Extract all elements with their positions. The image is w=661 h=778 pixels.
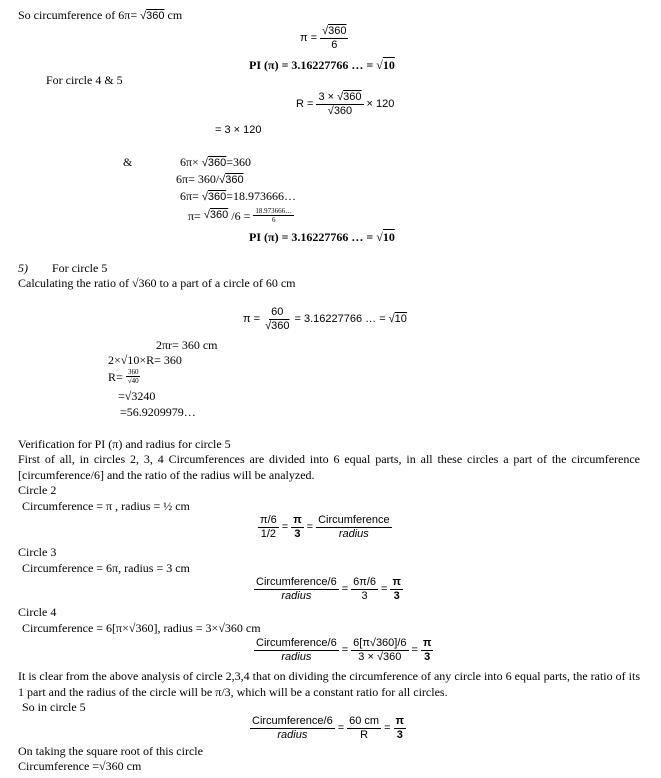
circle-3-heading: Circle 3 bbox=[18, 545, 57, 559]
ampersand: & bbox=[123, 155, 133, 169]
circle-5-equation: $\frac{\text{Circumference/6}}{\text{radius}}$ = $\frac{60 cm}{R}$ = $\frac{\pi}{3}$ bbox=[252, 715, 404, 742]
line-sqrt3240: =√3240 bbox=[118, 389, 156, 403]
circle-3-line: Circumference = 6π, radius = 3 cm bbox=[22, 561, 190, 575]
section-5-number: 5) bbox=[18, 261, 28, 275]
step-2: 6π= 360/√360 bbox=[176, 172, 244, 186]
step-4: π= √360 /6 = $\frac{18.973666\dots}{6}$ bbox=[188, 207, 293, 225]
circle-2-equation: $\frac{\pi/6}{1/2}$ = $\frac{\pi}{3}$ = $\frac{\text{Circumference}}{\text{radius}}$ bbox=[260, 514, 390, 541]
line-2x-sqrt10: 2×√10×R= 360 bbox=[108, 353, 182, 367]
circle-2-heading: Circle 2 bbox=[18, 483, 57, 497]
line-R-fraction: R= $\frac{360}{√40}$ bbox=[108, 368, 139, 386]
circle-4-line: Circumference = 6[π×√360], radius = 3×√360 cm bbox=[22, 621, 261, 635]
circle45-heading: For circle 4 & 5 bbox=[46, 73, 123, 87]
circle-4-heading: Circle 4 bbox=[18, 605, 57, 619]
line-56-9209979: =56.9209979… bbox=[120, 405, 196, 419]
circumference-sqrt360-line: Circumference =√360 cm bbox=[18, 759, 142, 773]
verification-paragraph: First of all, in circles 2, 3, 4 Circumferences are divided into 6 equal parts, in all these circles a part of the circumference [circumference/6] and the ratio of the radius will be analyzed. bbox=[18, 452, 640, 482]
equation-R: R = $\frac{3 \times √360}{√360}$ × 120 bbox=[296, 91, 395, 118]
circle-3-equation: $\frac{\text{Circumference/6}}{\text{radius}}$ = $\frac{6\pi/6}{3}$ = $\frac{\pi}{3}$ bbox=[256, 576, 401, 603]
equation-pi-60-over-sqrt360: π = $\frac{60}{√360}$ = 3.16227766 … = √10 bbox=[243, 306, 407, 333]
step-3: 6π= √360=18.973666… bbox=[180, 189, 297, 203]
section-5-description: Calculating the ratio of √360 to a part of a circle of 60 cm bbox=[18, 276, 296, 290]
section-5-heading: For circle 5 bbox=[52, 261, 108, 275]
verification-heading: Verification for PI (π) and radius for circle 5 bbox=[18, 437, 231, 451]
pi-result-line: PI (π) = 3.16227766 … = √10 bbox=[249, 58, 395, 72]
circle-4-equation: $\frac{\text{Circumference/6}}{\text{radius}}$ = $\frac{6[\pi√360]/6}{3 \times √360}$ = $\frac{\pi}{3}$ bbox=[256, 637, 432, 664]
circle-2-line: Circumference = π , radius = ½ cm bbox=[22, 499, 190, 513]
line-circumference-6pi: So circumference of 6π= √360 cm bbox=[18, 8, 183, 22]
line-2pir: 2πr= 360 cm bbox=[156, 338, 218, 352]
conclusion-paragraph: It is clear from the above analysis of circle 2,3,4 that on dividing the circumference of any circle into 6 equal parts, the ratio of its 1 part and the radius of the circle will be π/3, which will be a constant ratio for all circles. bbox=[18, 669, 640, 699]
equation-3x120: = 3 × 120 bbox=[215, 124, 262, 136]
pi-result-line-2: PI (π) = 3.16227766 … = √10 bbox=[249, 230, 395, 244]
equation-pi-sqrt360-over-6: π = $\frac{√360}{6}$ bbox=[300, 25, 347, 52]
circle-5-lead: So in circle 5 bbox=[22, 700, 86, 714]
square-root-line: On taking the square root of this circle bbox=[18, 744, 203, 758]
step-1: 6π× √360=360 bbox=[180, 155, 252, 169]
